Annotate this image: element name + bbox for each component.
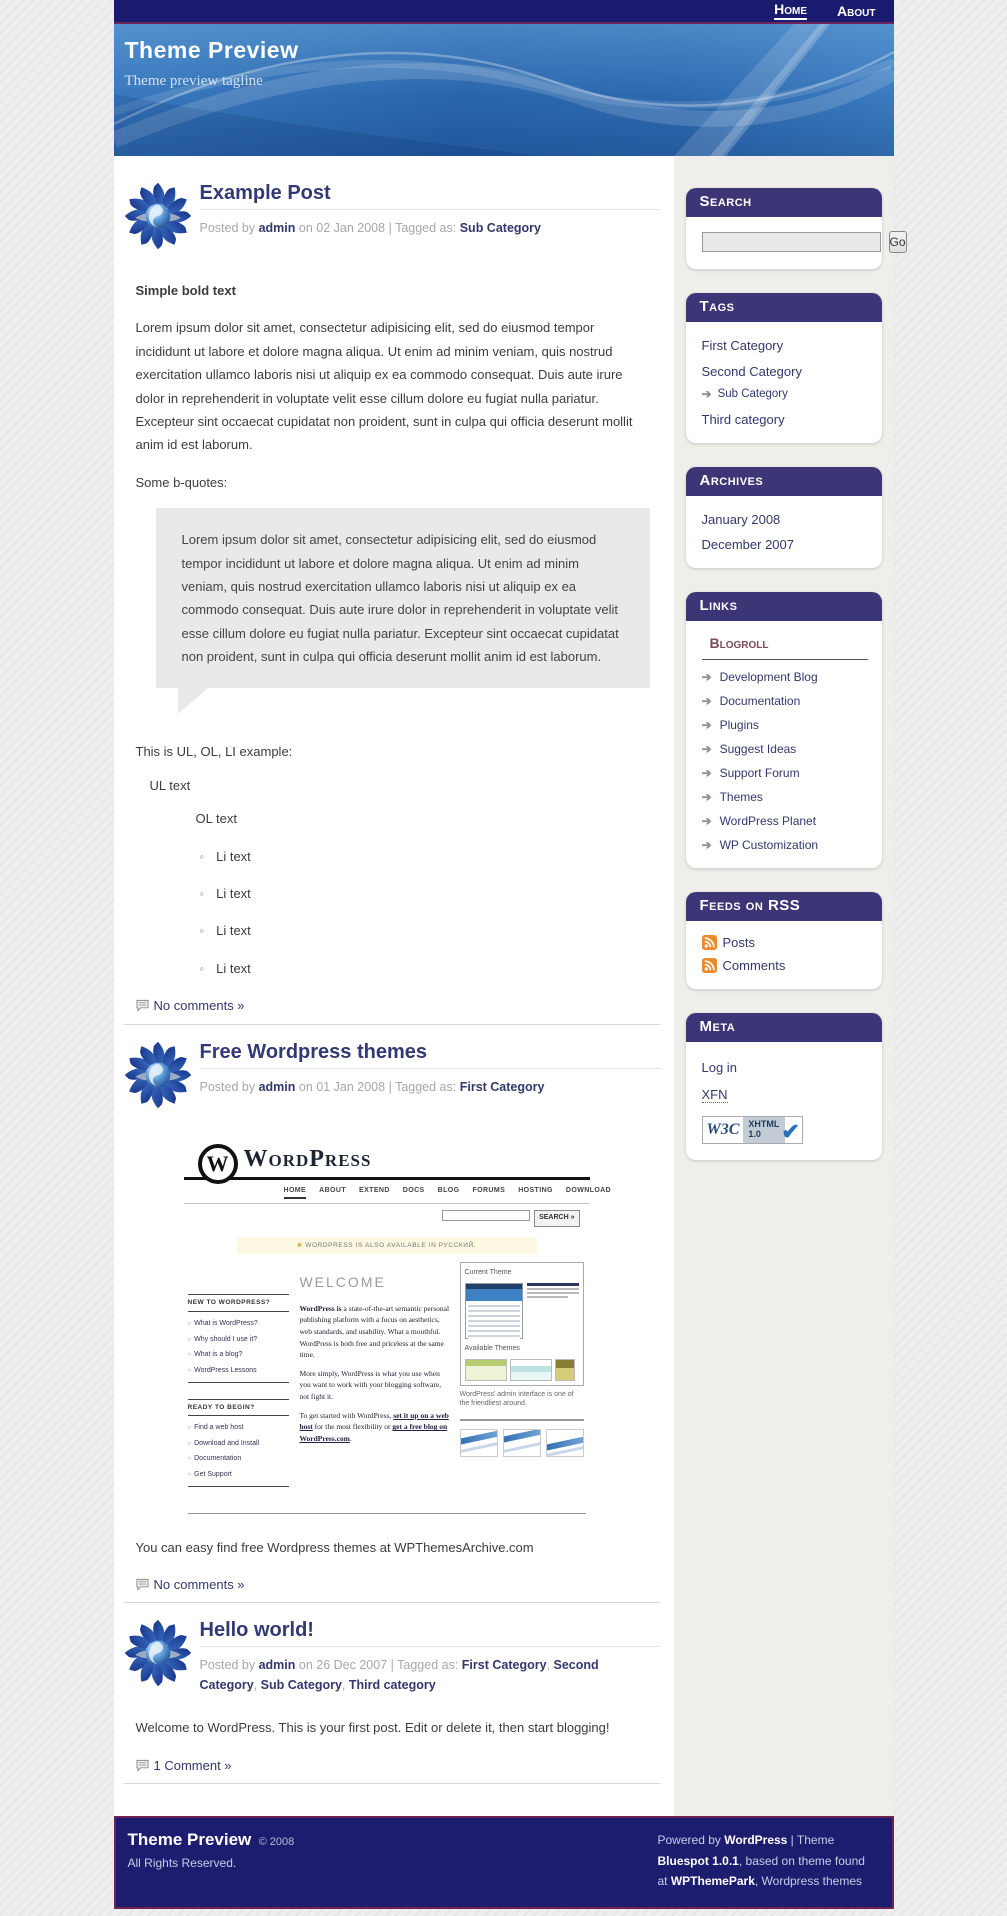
comments-link[interactable]: 1 Comment » [153,1757,232,1773]
widget-title: Search [686,188,882,217]
post-sun-icon [120,1611,200,1698]
tag-separator: , [253,1678,261,1693]
meta-tagged-as-label: Tagged as: [395,221,457,235]
top-navigation [114,0,894,22]
w3c-xhtml-badge[interactable] [702,1116,803,1144]
wp-logo-w-icon: W [198,1144,238,1184]
feed-posts-link[interactable]: Posts [722,935,756,950]
tag-separator: , [546,1658,554,1673]
arrow-icon: ➔ [701,694,712,708]
post-title[interactable]: Example Post [200,182,660,210]
post-title[interactable]: Hello world! [200,1619,660,1647]
wp-promo-card [546,1429,584,1457]
blogroll-heading: Blogroll [702,635,868,660]
wp-admin-thumbnail [465,1283,523,1339]
login-link[interactable]: Log in [701,1060,737,1075]
post-sun-icon [120,1033,200,1120]
ul-item: UL text [149,777,191,793]
widget-links [686,592,882,868]
wp-sidebar-link-text: What is WordPress? [194,1320,258,1328]
wp-theme-description-lines [527,1283,579,1339]
wp-sidebar-heading: READY TO BEGIN? [188,1399,290,1417]
search-input[interactable] [702,232,881,252]
dot-icon: ○ [187,1456,192,1463]
blogroll-link[interactable]: Plugins [719,718,759,732]
wp-logo [184,1140,590,1180]
comment-bubble-icon [136,1759,149,1772]
wp-sidebar-link [188,1469,290,1482]
meta-posted-by-label: Posted by [199,221,256,235]
feed-comments-link[interactable]: Comments [722,958,786,973]
widget-search [686,188,906,269]
post-demo-list [136,740,650,980]
post-tag-link[interactable]: Sub Category [260,1678,342,1693]
widget-feeds [686,892,882,989]
footer-text: Powered by [657,1833,725,1848]
dot-icon: ○ [187,1471,192,1478]
flower-icon: ❀ [296,1241,303,1249]
wp-paragraph: More simply, WordPress is what you use when you want to work with your blogging software, not fight it. [299,1368,442,1402]
post-example-post [120,174,660,1018]
sidebar-tag-link[interactable]: Third category [701,412,785,427]
w3c-logo: W3C [706,1121,740,1138]
wp-theme-thumbnail [555,1359,575,1381]
post-tag-link[interactable]: First Category [459,1079,545,1094]
footer-copyright: © 2008 [258,1836,295,1849]
wp-welcome-heading: WELCOME [299,1274,386,1291]
wp-welcome-column [299,1260,449,1502]
blogroll-link[interactable]: WP Customization [719,838,819,852]
wp-paragraph-text: a state-of-the-art semantic personal publishing platform with a focus on aesthetics, web standards, and usability. What a mouthful. WordPress is both free and priceless at the same time. [299,1303,450,1360]
wp-sidebar-link [188,1334,290,1347]
arrow-icon: ➔ [701,742,712,756]
meta-separator: | [390,1658,394,1673]
wordpress-site-screenshot [184,1140,612,1522]
xfn-link[interactable]: XFN [701,1087,728,1102]
footer-site-name: Theme Preview [127,1830,252,1850]
bullet-icon: ◦ [199,886,205,902]
blogroll-link[interactable]: WordPress Planet [719,814,817,828]
comments-link[interactable]: No comments » [153,1576,245,1592]
wp-nav-item: BLOG [437,1186,460,1194]
widget-title: Meta [686,1013,882,1042]
site-tagline: Theme preview tagline [124,73,263,89]
wp-inline-link: set it up on a web host [299,1410,449,1432]
wp-available-themes-row [465,1359,579,1381]
widget-title: Tags [686,293,882,322]
dot-icon: ○ [187,1367,192,1374]
dot-icon: ○ [187,1440,192,1447]
wp-search-button: SEARCH » [534,1210,579,1227]
wp-nav [184,1180,612,1205]
wp-nav-item: DOCS [402,1186,425,1194]
wp-notice-text: WORDPRESS IS ALSO AVAILABLE IN РУССКИЙ. [305,1241,477,1249]
wp-nav-item: FORUMS [472,1186,506,1194]
post-author-link[interactable]: admin [258,1658,296,1673]
meta-on-label: on [298,1658,313,1673]
wp-promo-card [503,1429,541,1457]
ol-item: OL text [195,811,237,827]
sidebar-tag-link[interactable]: Second Category [701,364,802,379]
comment-bubble-icon [136,1578,149,1591]
meta-on-label: on [298,1079,313,1094]
post-blockquote: Lorem ipsum dolor sit amet, consectetur adipisicing elit, sed do eiusmod tempor incididunt ut labore et dolore magna aliqua. Ut enim ad minim veniam, quis nostrud exercitation ullamco laboris nisi ut aliquip ex ea commodo consequat. Duis aute irure dolor in reprehenderit in voluptate velit esse cillum dolore eu fugiat nulla pariatur. Excepteur sint occaecat cupidatat non proident, sunt in culpa qui officia deserunt mollit anim id est laborum. [156,508,650,688]
wp-admin-caption: WordPress' admin interface is one of the friendliest around. [459,1390,574,1408]
list-item [200,957,650,980]
arrow-icon: ➔ [701,814,712,828]
wp-current-theme-box [460,1262,584,1385]
post-author-link[interactable]: admin [258,1079,296,1094]
widget-title: Archives [686,467,882,496]
list-item-text: Li text [216,923,251,939]
arrow-icon: ➔ [701,718,712,732]
page-container [114,0,906,1909]
wp-promo-cards [460,1429,584,1457]
blogroll-link[interactable]: Support Forum [719,766,800,780]
wp-language-notice [237,1237,537,1255]
post-author-link[interactable]: admin [258,221,296,235]
wp-theme-column [460,1260,584,1502]
wp-current-theme-label: Current Theme [464,1269,512,1277]
dot-icon: ○ [187,1352,192,1359]
footer-theme-link[interactable]: Bluespot 1.0.1 [657,1853,739,1868]
footer-rights: All Rights Reserved. [127,1856,237,1871]
wp-sidebar-heading: NEW TO WORDPRESS? [188,1294,290,1312]
checkmark-icon: ✔ [781,1119,800,1144]
wp-paragraph-text: To get started with WordPress, [299,1410,394,1420]
wp-sidebar-link [188,1453,290,1466]
dot-icon: ○ [187,1336,192,1343]
main-content [114,156,674,1816]
wp-theme-thumbnail [465,1359,507,1381]
blogroll-link[interactable]: Documentation [719,694,801,708]
wp-sidebar-link [188,1438,290,1451]
post-divider [124,1783,660,1784]
post-divider [124,1024,660,1025]
widget-meta [686,1013,882,1160]
site-title: Theme Preview [124,37,299,63]
wp-sidebar-link-text: Find a web host [194,1424,244,1432]
wp-sidebar-link-text: Get Support [194,1471,232,1478]
wp-sidebar-link [188,1422,290,1435]
wp-sidebar-link-text: WordPress Lessons [194,1366,257,1374]
wp-sidebar-link [188,1349,290,1362]
wp-sidebar-link [188,1365,290,1378]
wp-available-themes-label: Available Themes [464,1345,520,1353]
wp-search-input [442,1210,530,1221]
badge-xhtml-label: XHTML [748,1119,780,1130]
post-date: 01 Jan 2008 [316,1079,386,1094]
meta-posted-by-label: Posted by [199,1658,256,1673]
wp-logo-text: WordPress [243,1145,372,1172]
post-caption: You can easy find free Wordpress themes at WPThemesArchive.com [135,1539,534,1555]
footer-text: | Theme [787,1833,835,1848]
post-title[interactable]: Free Wordpress themes [200,1041,660,1069]
wp-nav-item: DOWNLOAD [565,1186,612,1194]
arrow-icon: ➔ [701,670,712,684]
bullet-icon: ◦ [199,960,205,976]
arrow-icon: ➔ [701,387,712,401]
sidebar-tag-link[interactable]: First Category [701,338,784,353]
wp-divider [460,1419,584,1421]
widget-title: Feeds on RSS [686,892,882,921]
post-tag-link[interactable]: Sub Category [459,221,541,235]
dot-icon: ○ [187,1321,192,1328]
footer-credits [658,1830,876,1891]
footer-text: , Wordpress themes [754,1873,863,1888]
post-meta [200,218,660,238]
wp-nav-item: ABOUT [319,1186,346,1194]
wp-sidebar-link-text: Download and Install [194,1439,260,1447]
post-meta [200,1655,660,1695]
wp-theme-thumbnail [510,1359,552,1381]
archive-link[interactable]: January 2008 [701,512,781,527]
masthead [114,24,894,156]
comments-link[interactable]: No comments » [153,998,245,1014]
footer-text: , based on theme found at [657,1853,865,1888]
widget-tags [686,293,882,443]
comment-bubble-icon [136,999,149,1012]
list-item [200,919,650,942]
post-tag-link[interactable]: Second Category [199,1658,599,1693]
wp-sidebar-link-text: What is a blog? [194,1351,243,1359]
wp-paragraph [299,1410,449,1445]
meta-on-label: on [298,221,313,235]
post-hello-world [120,1611,660,1777]
blogroll-link[interactable]: Suggest Ideas [719,742,797,756]
rss-icon [702,958,717,973]
post-date: 02 Jan 2008 [316,221,386,235]
footer-left [128,1830,295,1891]
post-divider [124,1602,660,1603]
wp-inline-link: get a free blog on WordPress.com [299,1422,448,1443]
footer [114,1816,894,1909]
wp-nav-item: EXTEND [359,1186,390,1194]
post-paragraph: Lorem ipsum dolor sit amet, consectetur adipisicing elit, sed do eiusmod tempor incididunt ut labore et dolore magna aliqua. Ut enim ad minim veniam, quis nostrud exercitation ullamco laboris nisi ut aliquip ex ea commodo consequat. Duis aute irure dolor in reprehenderit in voluptate velit esse cillum dolore eu fugiat nulla pariatur. Excepteur sint occaecat cupidatat non proident, sunt in culpa qui officia deserunt mollit anim id est laborum. [135,320,633,453]
list-item-text: Li text [216,960,251,976]
list-item [200,845,650,868]
badge-version-label: 1.0 [748,1129,761,1139]
list-item [200,882,650,905]
wp-nav-item: HOME [284,1185,307,1200]
wp-paragraph-text: . [349,1433,352,1443]
wp-left-sidebar [188,1260,290,1502]
meta-posted-by-label: Posted by [199,1079,256,1094]
post-sun-icon [120,174,200,261]
wp-paragraph-text: for the most flexibility or [312,1422,393,1432]
arrow-icon: ➔ [701,766,712,780]
arrow-icon: ➔ [701,838,712,852]
meta-separator: | [388,221,392,235]
blogroll-link[interactable]: Development Blog [719,670,818,684]
widget-archives [686,467,882,568]
tag-separator: , [341,1678,349,1693]
list-item-text: Li text [216,848,251,864]
nav-about-link[interactable]: About [837,3,876,19]
wp-paragraph [299,1303,449,1361]
post-tag-link[interactable]: Third category [348,1678,436,1693]
arrow-icon: ➔ [701,790,712,804]
post-paragraph: Welcome to WordPress. This is your first post. Edit or delete it, then start blogging! [135,1720,610,1736]
bullet-icon: ◦ [199,923,205,939]
list-item-text: Li text [216,886,251,902]
wp-nav-item: HOSTING [518,1186,553,1194]
meta-separator: | [388,1079,392,1094]
widget-title: Links [686,592,882,621]
nav-home-link[interactable]: Home [774,2,807,20]
post-date: 26 Dec 2007 [316,1658,388,1673]
meta-tagged-as-label: Tagged as: [397,1658,459,1673]
meta-tagged-as-label: Tagged as: [395,1079,457,1094]
archive-link[interactable]: December 2007 [701,537,794,552]
wp-paragraph-bold: WordPress is [299,1303,342,1313]
dot-icon: ○ [187,1425,192,1432]
post-free-wordpress-themes [120,1033,660,1597]
wp-sidebar-link-text: Why should I use it? [194,1335,258,1343]
post-quotes-intro: Some b-quotes: [135,474,228,490]
list-intro: This is UL, OL, LI example: [135,744,293,760]
search-go-button[interactable]: Go [889,231,907,253]
blockquote-tail [178,688,208,714]
footer-wordpress-link[interactable]: WordPress [724,1833,788,1848]
post-tag-link[interactable]: First Category [461,1658,547,1673]
post-meta [200,1077,660,1097]
wp-promo-card [460,1429,498,1457]
bullet-icon: ◦ [199,848,205,864]
rss-icon [702,935,717,950]
wp-sidebar-link-text: Documentation [194,1455,242,1463]
wp-sidebar-link [188,1318,290,1331]
post-bold-text: Simple bold text [135,283,236,298]
blogroll-link[interactable]: Themes [719,790,763,804]
footer-themepark-link[interactable]: WPThemePark [670,1873,755,1888]
sidebar-tag-link-current[interactable]: Sub Category [717,388,788,400]
sidebar [674,156,906,1816]
